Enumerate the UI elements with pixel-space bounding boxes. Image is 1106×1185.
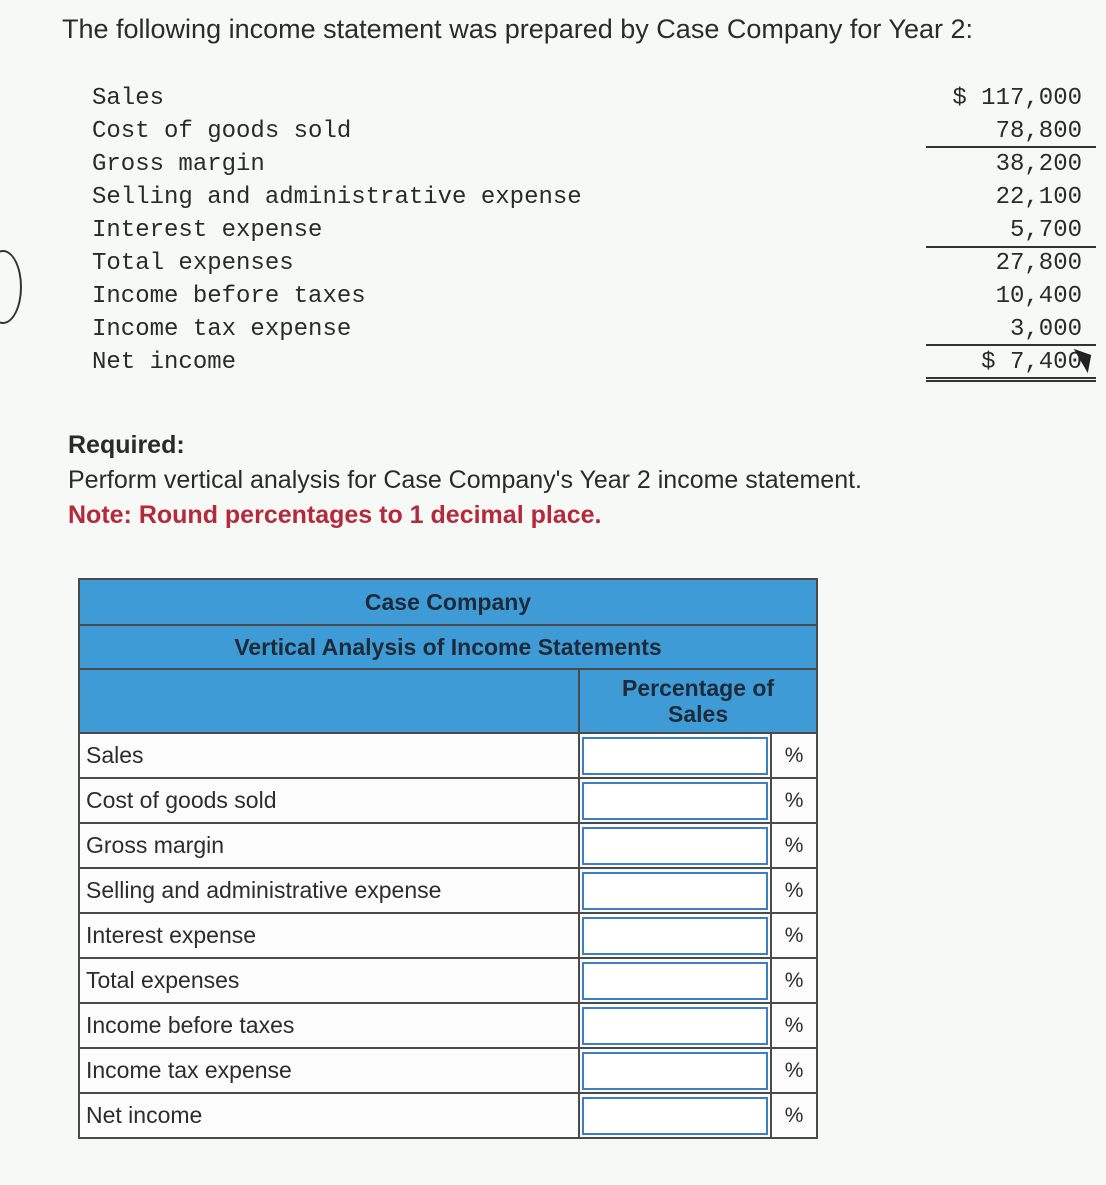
row-label: Sales — [79, 733, 579, 778]
statement-row-cogs — [92, 115, 1096, 148]
statement-amount: 38,200 — [995, 151, 1082, 178]
total-double-rule — [926, 377, 1096, 382]
table-company-header: Case Company — [79, 579, 817, 625]
intro-text: The following income statement was prepared by Case Company for Year 2: — [62, 14, 973, 44]
percent-sign: % — [771, 778, 817, 823]
gross-margin-percentage-input[interactable] — [582, 827, 768, 865]
table-row — [79, 1093, 817, 1138]
selling-admin-percentage-input[interactable] — [582, 872, 768, 910]
percent-sign: % — [771, 1048, 817, 1093]
table-row — [79, 823, 817, 868]
statement-amount: $ 7,400 — [981, 349, 1082, 376]
statement-amount: $ 117,000 — [952, 85, 1082, 112]
income-tax-percentage-input[interactable] — [582, 1052, 768, 1090]
row-label: Income before taxes — [79, 1003, 579, 1048]
vertical-analysis-table — [78, 578, 818, 1139]
required-note: Note: Round percentages to 1 decimal place. — [68, 501, 602, 529]
table-subtitle-header: Vertical Analysis of Income Statements — [79, 625, 817, 669]
income-statement — [92, 82, 1096, 379]
table-blank-header — [79, 669, 579, 733]
percent-sign: % — [771, 958, 817, 1003]
cogs-percentage-input[interactable] — [582, 782, 768, 820]
input-cell — [579, 1048, 771, 1093]
table-row — [79, 868, 817, 913]
input-cell — [579, 1003, 771, 1048]
statement-amount: 27,800 — [995, 250, 1082, 277]
statement-amount: 78,800 — [995, 118, 1082, 145]
required-text: Perform vertical analysis for Case Company's Year 2 income statement. — [68, 466, 863, 494]
input-cell — [579, 733, 771, 778]
statement-label: Income tax expense — [92, 316, 352, 343]
page-edge-arc — [0, 250, 22, 324]
percent-sign: % — [771, 733, 817, 778]
statement-row-gross-margin — [92, 148, 1096, 181]
statement-label: Interest expense — [92, 217, 323, 244]
input-cell — [579, 778, 771, 823]
row-label: Cost of goods sold — [79, 778, 579, 823]
table-row — [79, 1003, 817, 1048]
required-section — [68, 428, 862, 533]
statement-amount: 10,400 — [995, 283, 1082, 310]
statement-row-total-expenses — [92, 247, 1096, 280]
statement-label: Cost of goods sold — [92, 118, 352, 145]
statement-label: Total expenses — [92, 250, 294, 277]
sales-percentage-input[interactable] — [582, 737, 768, 775]
table-row — [79, 733, 817, 778]
row-label: Income tax expense — [79, 1048, 579, 1093]
percentage-column-header — [579, 669, 817, 733]
percentage-header-line2: Sales — [668, 701, 729, 727]
percent-sign: % — [771, 913, 817, 958]
input-cell — [579, 958, 771, 1003]
statement-row-net-income — [92, 346, 1096, 379]
table-row — [79, 913, 817, 958]
row-label: Selling and administrative expense — [79, 868, 579, 913]
percent-sign: % — [771, 868, 817, 913]
statement-label: Sales — [92, 85, 165, 112]
statement-label: Net income — [92, 349, 237, 376]
row-label: Gross margin — [79, 823, 579, 868]
required-title: Required: — [68, 431, 185, 459]
interest-percentage-input[interactable] — [582, 917, 768, 955]
row-label: Interest expense — [79, 913, 579, 958]
input-cell — [579, 823, 771, 868]
statement-row-sales — [92, 82, 1096, 115]
statement-row-income-tax — [92, 313, 1096, 346]
total-expenses-percentage-input[interactable] — [582, 962, 768, 1000]
statement-amount: 22,100 — [995, 184, 1082, 211]
row-label: Total expenses — [79, 958, 579, 1003]
table-row — [79, 778, 817, 823]
net-income-percentage-input[interactable] — [582, 1097, 768, 1135]
statement-amount: 5,700 — [1009, 217, 1082, 244]
statement-label: Gross margin — [92, 151, 265, 178]
percent-sign: % — [771, 1003, 817, 1048]
table-row — [79, 958, 817, 1003]
statement-row-income-before-taxes — [92, 280, 1096, 313]
statement-amount: 3,000 — [1009, 316, 1082, 343]
input-cell — [579, 913, 771, 958]
statement-label: Selling and administrative expense — [92, 184, 582, 211]
statement-row-selling-admin — [92, 181, 1096, 214]
input-cell — [579, 1093, 771, 1138]
percentage-header-line1: Percentage of — [622, 675, 775, 701]
income-before-taxes-percentage-input[interactable] — [582, 1007, 768, 1045]
statement-row-interest — [92, 214, 1096, 247]
input-cell — [579, 868, 771, 913]
percent-sign: % — [771, 823, 817, 868]
percent-sign: % — [771, 1093, 817, 1138]
table-row — [79, 1048, 817, 1093]
statement-label: Income before taxes — [92, 283, 366, 310]
row-label: Net income — [79, 1093, 579, 1138]
